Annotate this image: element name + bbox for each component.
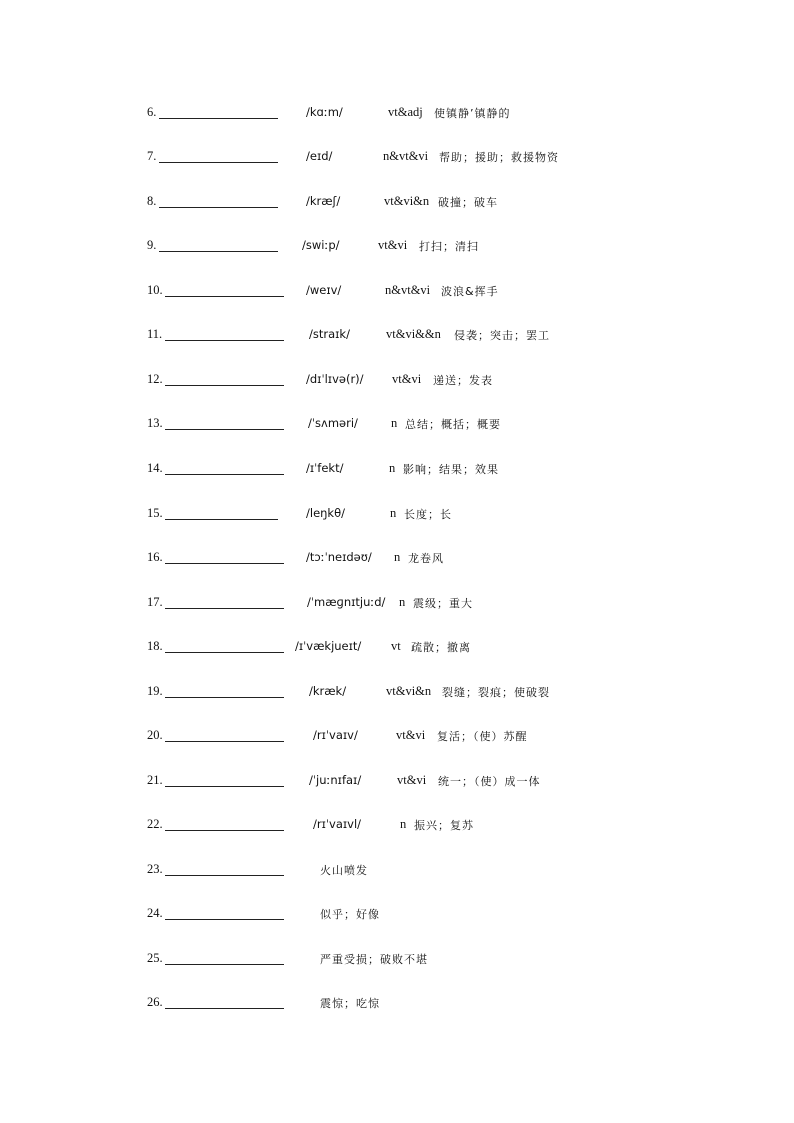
vocab-row-8 (147, 194, 707, 214)
item-number: 22. (147, 817, 163, 831)
item-number: 11. (147, 327, 163, 341)
answer-blank[interactable] (165, 741, 284, 742)
item-number: 10. (147, 283, 163, 297)
vocab-row-26 (147, 995, 707, 1015)
answer-blank[interactable] (165, 429, 284, 430)
answer-blank[interactable] (159, 162, 278, 163)
phonetic: /straɪk/ (309, 327, 350, 341)
item-number: 8. (147, 194, 157, 208)
answer-blank[interactable] (165, 875, 284, 876)
chinese-meaning: 波浪&挥手 (441, 285, 499, 298)
chinese-meaning: 递送；发表 (433, 374, 493, 387)
part-of-speech: n (399, 595, 406, 609)
chinese-meaning: 火山喷发 (320, 864, 368, 877)
phonetic: /rɪˈvaɪvl/ (313, 817, 362, 831)
answer-blank[interactable] (165, 519, 278, 520)
item-number: 25. (147, 951, 163, 965)
phonetic: /ɪˈvækjueɪt/ (295, 639, 362, 653)
part-of-speech: n (394, 550, 401, 564)
answer-blank[interactable] (165, 919, 284, 920)
part-of-speech: vt&vi (396, 728, 426, 742)
vocab-row-12 (147, 372, 707, 392)
chinese-meaning: 龙卷风 (408, 552, 444, 565)
chinese-meaning: 总结；概括；概要 (405, 418, 501, 431)
item-number: 12. (147, 372, 163, 386)
part-of-speech: vt&vi&n (386, 684, 432, 698)
part-of-speech: n&vt&vi (383, 149, 429, 163)
phonetic: /kræʃ/ (306, 194, 341, 208)
item-number: 16. (147, 550, 163, 564)
chinese-meaning: 帮助；援助；救援物资 (439, 151, 559, 164)
item-number: 23. (147, 862, 163, 876)
answer-blank[interactable] (165, 563, 284, 564)
phonetic: /kræk/ (309, 684, 347, 698)
chinese-meaning: 疏散；撤离 (411, 641, 471, 654)
chinese-meaning: 使镇静’镇静的 (434, 107, 511, 120)
part-of-speech: n&vt&vi (385, 283, 431, 297)
item-number: 6. (147, 105, 157, 119)
vocab-row-17 (147, 595, 707, 615)
part-of-speech: n (389, 461, 396, 475)
phonetic: /dɪˈlɪvə(r)/ (306, 372, 364, 386)
answer-blank[interactable] (159, 118, 278, 119)
vocab-row-22 (147, 817, 707, 837)
vocab-row-15 (147, 506, 707, 526)
vocab-row-10 (147, 283, 707, 303)
item-number: 9. (147, 238, 157, 252)
vocab-row-19 (147, 684, 707, 704)
part-of-speech: n (390, 506, 397, 520)
phonetic: /ˈjuːnɪfaɪ/ (309, 773, 362, 787)
item-number: 7. (147, 149, 157, 163)
part-of-speech: n (400, 817, 407, 831)
answer-blank[interactable] (165, 652, 284, 653)
vocab-row-13 (147, 416, 707, 436)
chinese-meaning: 侵袭；突击；罢工 (454, 329, 550, 342)
phonetic: /weɪv/ (306, 283, 342, 297)
vocab-row-16 (147, 550, 707, 570)
chinese-meaning: 似乎；好像 (320, 908, 380, 921)
answer-blank[interactable] (165, 830, 284, 831)
vocab-row-20 (147, 728, 707, 748)
phonetic: /tɔːˈneɪdəʊ/ (306, 550, 372, 564)
vocab-row-11 (147, 327, 707, 347)
answer-blank[interactable] (165, 608, 284, 609)
chinese-meaning: 破撞；破车 (438, 196, 498, 209)
answer-blank[interactable] (159, 207, 278, 208)
item-number: 24. (147, 906, 163, 920)
vocab-row-23 (147, 862, 707, 882)
answer-blank[interactable] (165, 296, 284, 297)
chinese-meaning: 长度；长 (404, 508, 452, 521)
phonetic: /kɑːm/ (306, 105, 343, 119)
phonetic: /eɪd/ (306, 149, 333, 163)
phonetic: /ɪˈfekt/ (306, 461, 344, 475)
answer-blank[interactable] (165, 964, 284, 965)
item-number: 19. (147, 684, 163, 698)
chinese-meaning: 打扫；清扫 (419, 240, 479, 253)
part-of-speech: vt&vi&&n (386, 327, 441, 341)
vocab-row-21 (147, 773, 707, 793)
part-of-speech: vt&vi (378, 238, 408, 252)
part-of-speech: vt&vi&n (384, 194, 430, 208)
vocab-row-9 (147, 238, 707, 258)
phonetic: /ˈsʌməri/ (308, 416, 358, 430)
answer-blank[interactable] (165, 786, 284, 787)
chinese-meaning: 复活；（使）苏醒 (437, 730, 528, 743)
answer-blank[interactable] (165, 474, 284, 475)
chinese-meaning: 震级；重大 (413, 597, 473, 610)
phonetic: /rɪˈvaɪv/ (313, 728, 358, 742)
chinese-meaning: 震惊；吃惊 (320, 997, 380, 1010)
item-number: 15. (147, 506, 163, 520)
chinese-meaning: 振兴；复苏 (414, 819, 474, 832)
vocab-row-18 (147, 639, 707, 659)
answer-blank[interactable] (165, 697, 284, 698)
answer-blank[interactable] (165, 1008, 284, 1009)
phonetic: /leŋkθ/ (306, 506, 346, 520)
part-of-speech: vt&adj (388, 105, 423, 119)
item-number: 17. (147, 595, 163, 609)
chinese-meaning: 影响；结果；效果 (403, 463, 499, 476)
vocab-row-6 (147, 105, 707, 125)
part-of-speech: n (391, 416, 398, 430)
answer-blank[interactable] (165, 385, 284, 386)
part-of-speech: vt&vi (392, 372, 422, 386)
answer-blank[interactable] (159, 251, 278, 252)
item-number: 13. (147, 416, 163, 430)
chinese-meaning: 严重受损；破败不堪 (320, 953, 428, 966)
item-number: 21. (147, 773, 163, 787)
part-of-speech: vt&vi (397, 773, 427, 787)
answer-blank[interactable] (165, 340, 284, 341)
item-number: 20. (147, 728, 163, 742)
vocab-row-24 (147, 906, 707, 926)
item-number: 18. (147, 639, 163, 653)
chinese-meaning: 统一；（使）成一体 (438, 775, 541, 788)
phonetic: /ˈmæɡnɪtjuːd/ (307, 595, 386, 609)
vocab-row-7 (147, 149, 707, 169)
phonetic: /swiːp/ (302, 238, 340, 252)
item-number: 26. (147, 995, 163, 1009)
vocab-row-25 (147, 951, 707, 971)
item-number: 14. (147, 461, 163, 475)
part-of-speech: vt (391, 639, 401, 653)
chinese-meaning: 裂缝；裂痕；使破裂 (442, 686, 550, 699)
vocab-row-14 (147, 461, 707, 481)
